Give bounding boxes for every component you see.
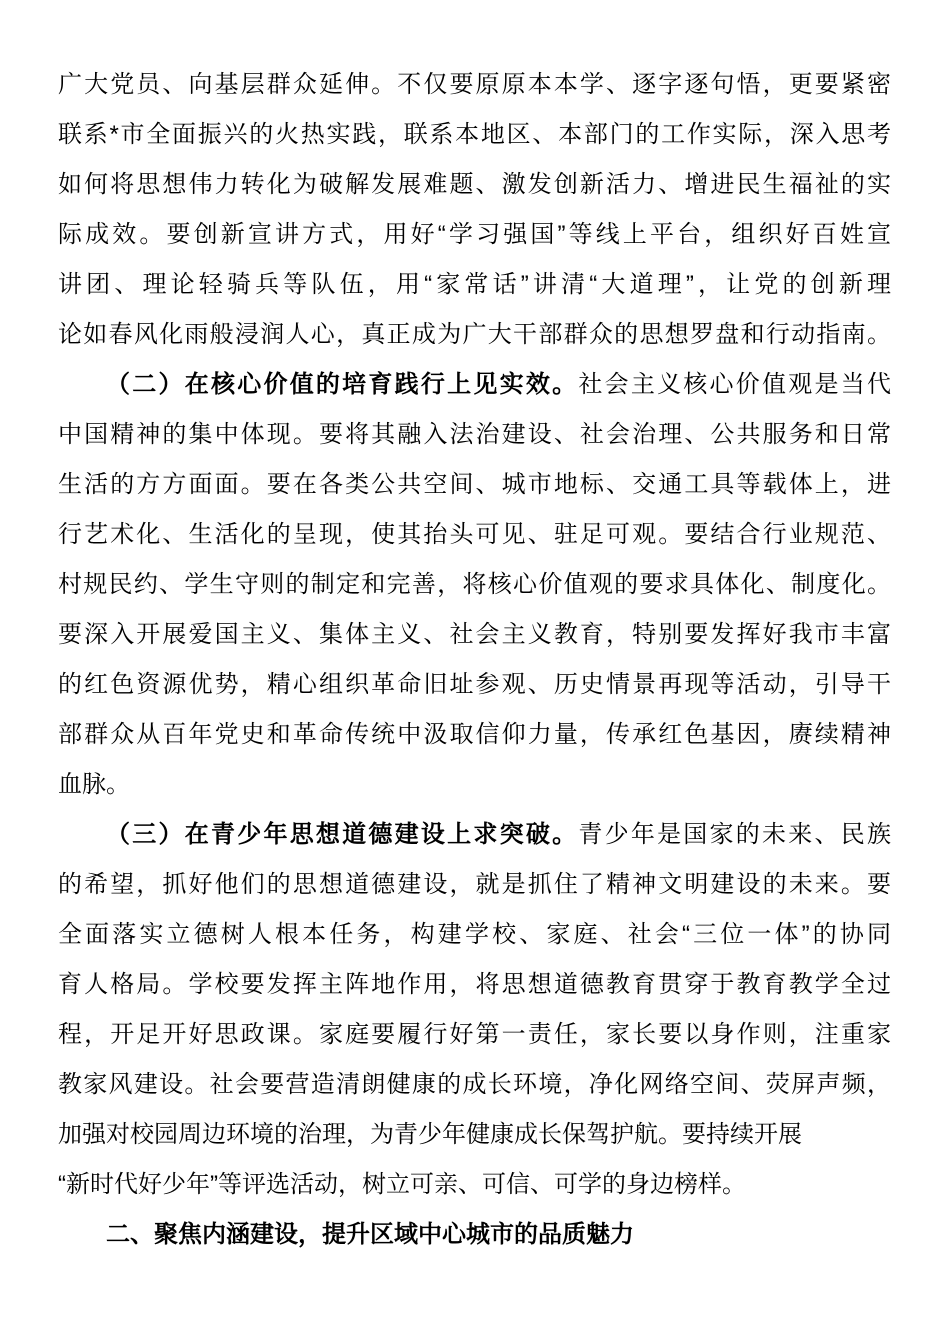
text-line-6 [58, 310, 891, 360]
body-text-run: 育人格局。学校要发挥主阵地作用，将思想道德教育贯穿于教育教学全过 [58, 971, 891, 998]
body-text-run: 要深入开展爱国主义、集体主义、社会主义教育，特别要发挥好我市丰富 [58, 621, 891, 648]
heading-text-run: （三）在青少年思想道德建设上求突破。 [106, 821, 579, 848]
body-text-run: 的红色资源优势，精心组织革命旧址参观、历史情景再现等活动，引导干 [58, 671, 891, 698]
text-line-9 [58, 460, 891, 510]
text-line-4 [58, 210, 891, 260]
text-line-19 [58, 960, 891, 1010]
text-line-24 [58, 1210, 891, 1260]
body-text-run: 青少年是国家的未来、民族 [578, 821, 891, 848]
body-text-run: 论如春风化雨般浸润人心，真正成为广大干部群众的思想罗盘和行动指南。 [58, 321, 891, 348]
body-text-run: 程，开足开好思政课。家庭要履行好第一责任，家长要以身作则，注重家 [58, 1021, 891, 1048]
body-text-run: 联系*市全面振兴的火热实践，联系本地区、本部门的工作实际，深入思考 [58, 121, 891, 148]
text-line-5 [58, 260, 891, 310]
text-line-13 [58, 660, 891, 710]
text-line-11 [58, 560, 891, 610]
text-line-18 [58, 910, 891, 960]
body-text-run: 际成效。要创新宣讲方式，用好“学习强国”等线上平台，组织好百姓宣 [58, 221, 891, 248]
text-line-20 [58, 1010, 891, 1060]
text-line-15 [58, 760, 891, 810]
text-line-17 [58, 860, 891, 910]
text-line-3 [58, 160, 891, 210]
body-text-run: 血脉。 [58, 771, 130, 798]
body-text-run: 中国精神的集中体现。要将其融入法治建设、社会治理、公共服务和日常 [58, 421, 891, 448]
body-text-run: 社会主义核心价值观是当代 [578, 371, 891, 398]
text-line-21 [58, 1060, 891, 1110]
body-text-run: 如何将思想伟力转化为破解发展难题、激发创新活力、增进民生福祉的实 [58, 171, 891, 198]
document-text-block [58, 60, 891, 1260]
text-line-16 [58, 810, 891, 860]
text-line-7 [58, 360, 891, 410]
body-text-run: 生活的方方面面。要在各类公共空间、城市地标、交通工具等载体上，进 [58, 471, 891, 498]
text-line-8 [58, 410, 891, 460]
body-text-run: 部群众从百年党史和革命传统中汲取信仰力量，传承红色基因，赓续精神 [58, 721, 891, 748]
body-text-run: “新时代好少年”等评选活动，树立可亲、可信、可学的身边榜样。 [58, 1171, 746, 1198]
body-text-run: 行艺术化、生活化的呈现，使其抬头可见、驻足可观。要结合行业规范、 [58, 521, 891, 548]
body-text-run: 的希望，抓好他们的思想道德建设，就是抓住了精神文明建设的未来。要 [58, 871, 891, 898]
heading-text-run: 二、聚焦内涵建设，提升区域中心城市的品质魅力 [106, 1221, 634, 1248]
text-line-22 [58, 1110, 891, 1160]
text-line-1 [58, 60, 891, 110]
body-text-run: 全面落实立德树人根本任务，构建学校、家庭、社会“三位一体”的协同 [58, 921, 891, 948]
text-line-23 [58, 1160, 891, 1210]
body-text-run: 教家风建设。社会要营造清朗健康的成长环境，净化网络空间、荧屏声频， [58, 1071, 891, 1098]
body-text-run: 广大党员、向基层群众延伸。不仅要原原本本学、逐字逐句悟，更要紧密 [58, 71, 891, 98]
heading-text-run: （二）在核心价值的培育践行上见实效。 [106, 371, 579, 398]
text-line-2 [58, 110, 891, 160]
body-text-run: 村规民约、学生守则的制定和完善，将核心价值观的要求具体化、制度化。 [58, 571, 891, 598]
text-line-14 [58, 710, 891, 760]
body-text-run: 加强对校园周边环境的治理，为青少年健康成长保驾护航。要持续开展 [58, 1121, 802, 1148]
body-text-run: 讲团、理论轻骑兵等队伍，用“家常话”讲清“大道理”，让党的创新理 [58, 271, 891, 298]
text-line-12 [58, 610, 891, 660]
text-line-10 [58, 510, 891, 560]
